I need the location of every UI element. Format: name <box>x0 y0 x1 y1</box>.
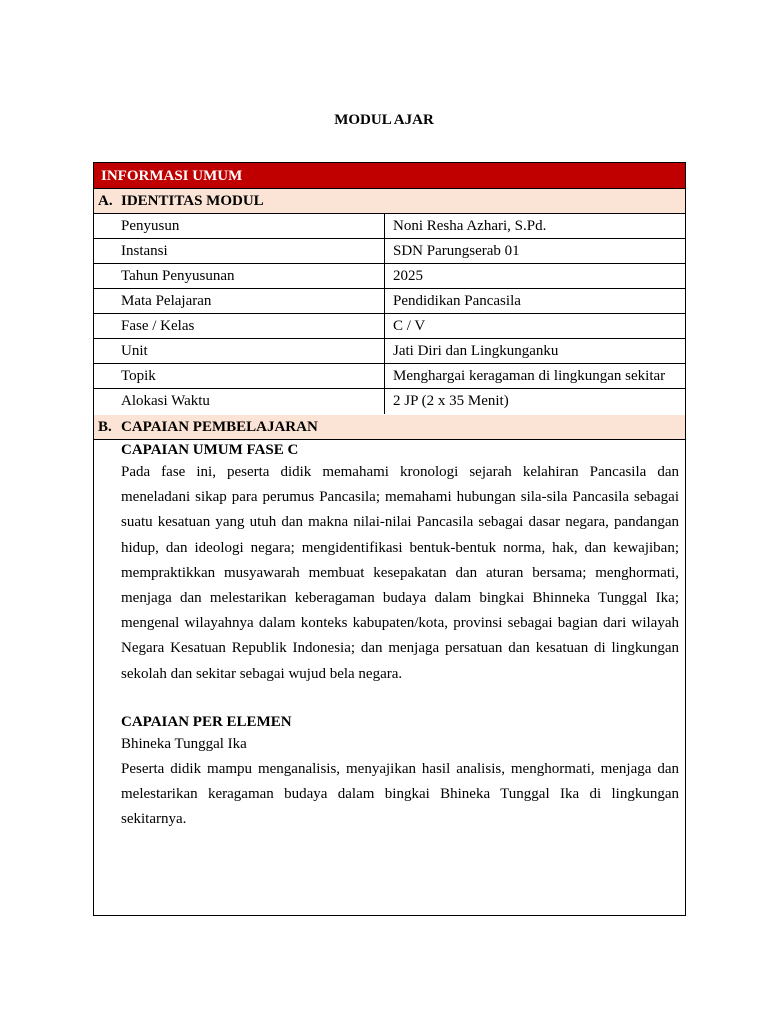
paragraph-spacer <box>121 687 679 712</box>
section-b-header <box>94 415 685 440</box>
identity-value: Jati Diri dan Lingkunganku <box>393 343 559 359</box>
info-header: INFORMASI UMUM <box>94 163 685 189</box>
identity-row <box>94 214 685 239</box>
identity-value: Noni Resha Azhari, S.Pd. <box>393 218 547 234</box>
identity-row <box>94 264 685 289</box>
identity-key: Unit <box>94 339 385 363</box>
identity-key: Instansi <box>94 239 385 263</box>
identity-value: Menghargai keragaman di lingkungan sekitar <box>393 368 666 384</box>
identity-value: SDN Parungserab 01 <box>393 243 520 259</box>
identity-row <box>94 389 685 414</box>
identity-value: 2 JP (2 x 35 Menit) <box>393 393 509 409</box>
identity-key: Alokasi Waktu <box>94 389 385 414</box>
identity-value: C / V <box>393 318 426 334</box>
elemen-name: Bhineka Tunggal Ika <box>121 735 247 752</box>
section-a-label: IDENTITAS MODUL <box>121 193 264 209</box>
section-b-letter: B. <box>98 419 112 435</box>
section-b-label: CAPAIAN PEMBELAJARAN <box>121 419 318 435</box>
identity-row <box>94 289 685 314</box>
identity-key: Fase / Kelas <box>94 314 385 338</box>
capaian-content <box>121 440 679 832</box>
section-a-header <box>94 189 685 214</box>
identity-key: Penyusun <box>94 214 385 238</box>
capaian-elemen-paragraph: Peserta didik mampu menganalisis, menyajikan hasil analisis, menghormati, menjaga dan melestarikan keragaman budaya dalam bingkai Bhineka Tunggal Ika di lingkungan sekitarnya. <box>121 760 679 828</box>
identity-value: Pendidikan Pancasila <box>393 293 521 309</box>
identity-row <box>94 314 685 339</box>
identity-value: 2025 <box>393 268 423 284</box>
identity-row <box>94 339 685 364</box>
capaian-elemen-heading: CAPAIAN PER ELEMEN <box>121 713 292 730</box>
identity-key: Mata Pelajaran <box>94 289 385 313</box>
section-a-letter: A. <box>98 193 113 209</box>
identity-table <box>94 214 685 414</box>
identity-row <box>94 364 685 389</box>
capaian-umum-heading: CAPAIAN UMUM FASE C <box>121 442 299 458</box>
info-table <box>93 162 686 916</box>
capaian-umum-paragraph: Pada fase ini, peserta didik memahami kronologi sejarah kelahiran Pancasila dan meneladani sikap para perumus Pancasila; memahami hubungan sila-sila Pancasila sebagai suatu kesatuan yang utuh dan makna nilai-nilai Pancasila sebagai dasar negara, pandangan hidup, dan ideologi negara; mengidentifikasi bentuk-bentuk norma, hak, dan kewajiban; mempraktikkan musyawarah membuat kesepakatan dan aturan bersama; menghormati, menjaga dan melestarikan keberagaman budaya dalam bingkai Bhinneka Tunggal Ika; mengenal wilayahnya dalam konteks kabupaten/kota, provinsi sebagai bagian dari wilayah Negara Kesatuan Republik Indonesia; dan menjaga persatuan dan kesatuan di lingkungan sekolah dan sekitar sebagai wujud bela negara. <box>121 464 679 682</box>
identity-row <box>94 239 685 264</box>
identity-key: Tahun Penyusunan <box>94 264 385 288</box>
document-title: MODUL AJAR <box>334 112 434 128</box>
identity-key: Topik <box>94 364 385 388</box>
